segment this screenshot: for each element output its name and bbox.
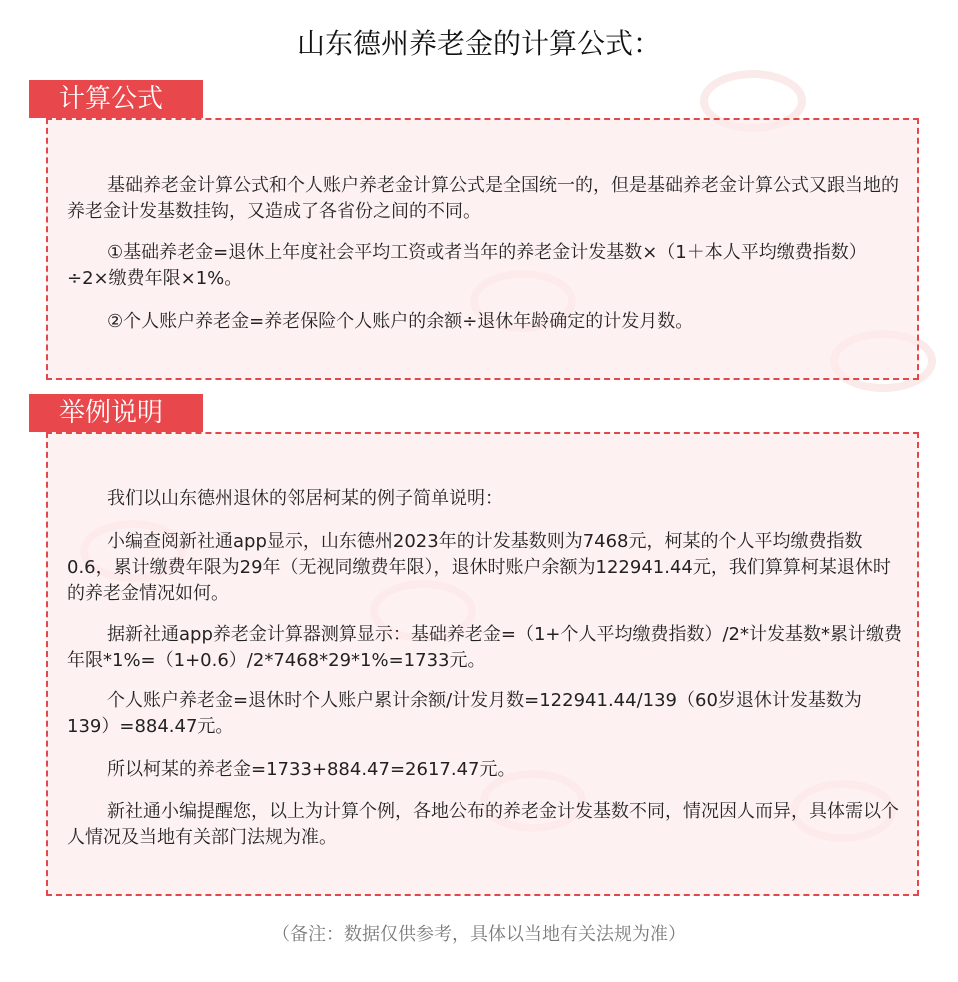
formula-paragraph: ①基础养老金=退休上年度社会平均工资或者当年的养老金计发基数×（1＋本人平均缴费指数）÷2×缴费年限×1%。 (67, 242, 867, 289)
example-section-tab: 举例说明 (29, 394, 203, 432)
formula-paragraph: ②个人账户养老金=养老保险个人账户的余额÷退休年龄确定的计发月数。 (107, 311, 694, 332)
example-paragraph: 据新社通app养老金计算器测算显示：基础养老金=（1+个人平均缴费指数）/2*计发基数*累计缴费年限*1%=（1+0.6）/2*7468*29*1%=1733元。 (67, 624, 903, 671)
footnote: （备注：数据仅供参考，具体以当地有关法规为准） (272, 924, 686, 945)
example-paragraph: 我们以山东德州退休的邻居柯某的例子简单说明： (107, 488, 503, 509)
example-paragraph: 新社通小编提醒您，以上为计算个例，各地公布的养老金计发基数不同，情况因人而异，具体需以个人情况及当地有关部门法规为准。 (67, 801, 899, 848)
page-title: 山东德州养老金的计算公式： (296, 27, 661, 60)
formula-paragraph: 基础养老金计算公式和个人账户养老金计算公式是全国统一的，但是基础养老金计算公式又跟当地的养老金计发基数挂钩，又造成了各省份之间的不同。 (67, 175, 899, 222)
formula-section-tab: 计算公式 (29, 80, 203, 118)
example-paragraph: 所以柯某的养老金=1733+884.47=2617.47元。 (107, 759, 516, 780)
example-paragraph: 个人账户养老金=退休时个人账户累计余额/计发月数=122941.44/139（60岁退休计发基数为139）=884.47元。 (67, 690, 862, 737)
example-paragraph: 小编查阅新社通app显示，山东德州2023年的计发基数则为7468元，柯某的个人平均缴费指数0.6，累计缴费年限为29年（无视同缴费年限），退休时账户余额为122941.44元，我们算算柯某退休时的养老金情况如何。 (67, 531, 891, 604)
